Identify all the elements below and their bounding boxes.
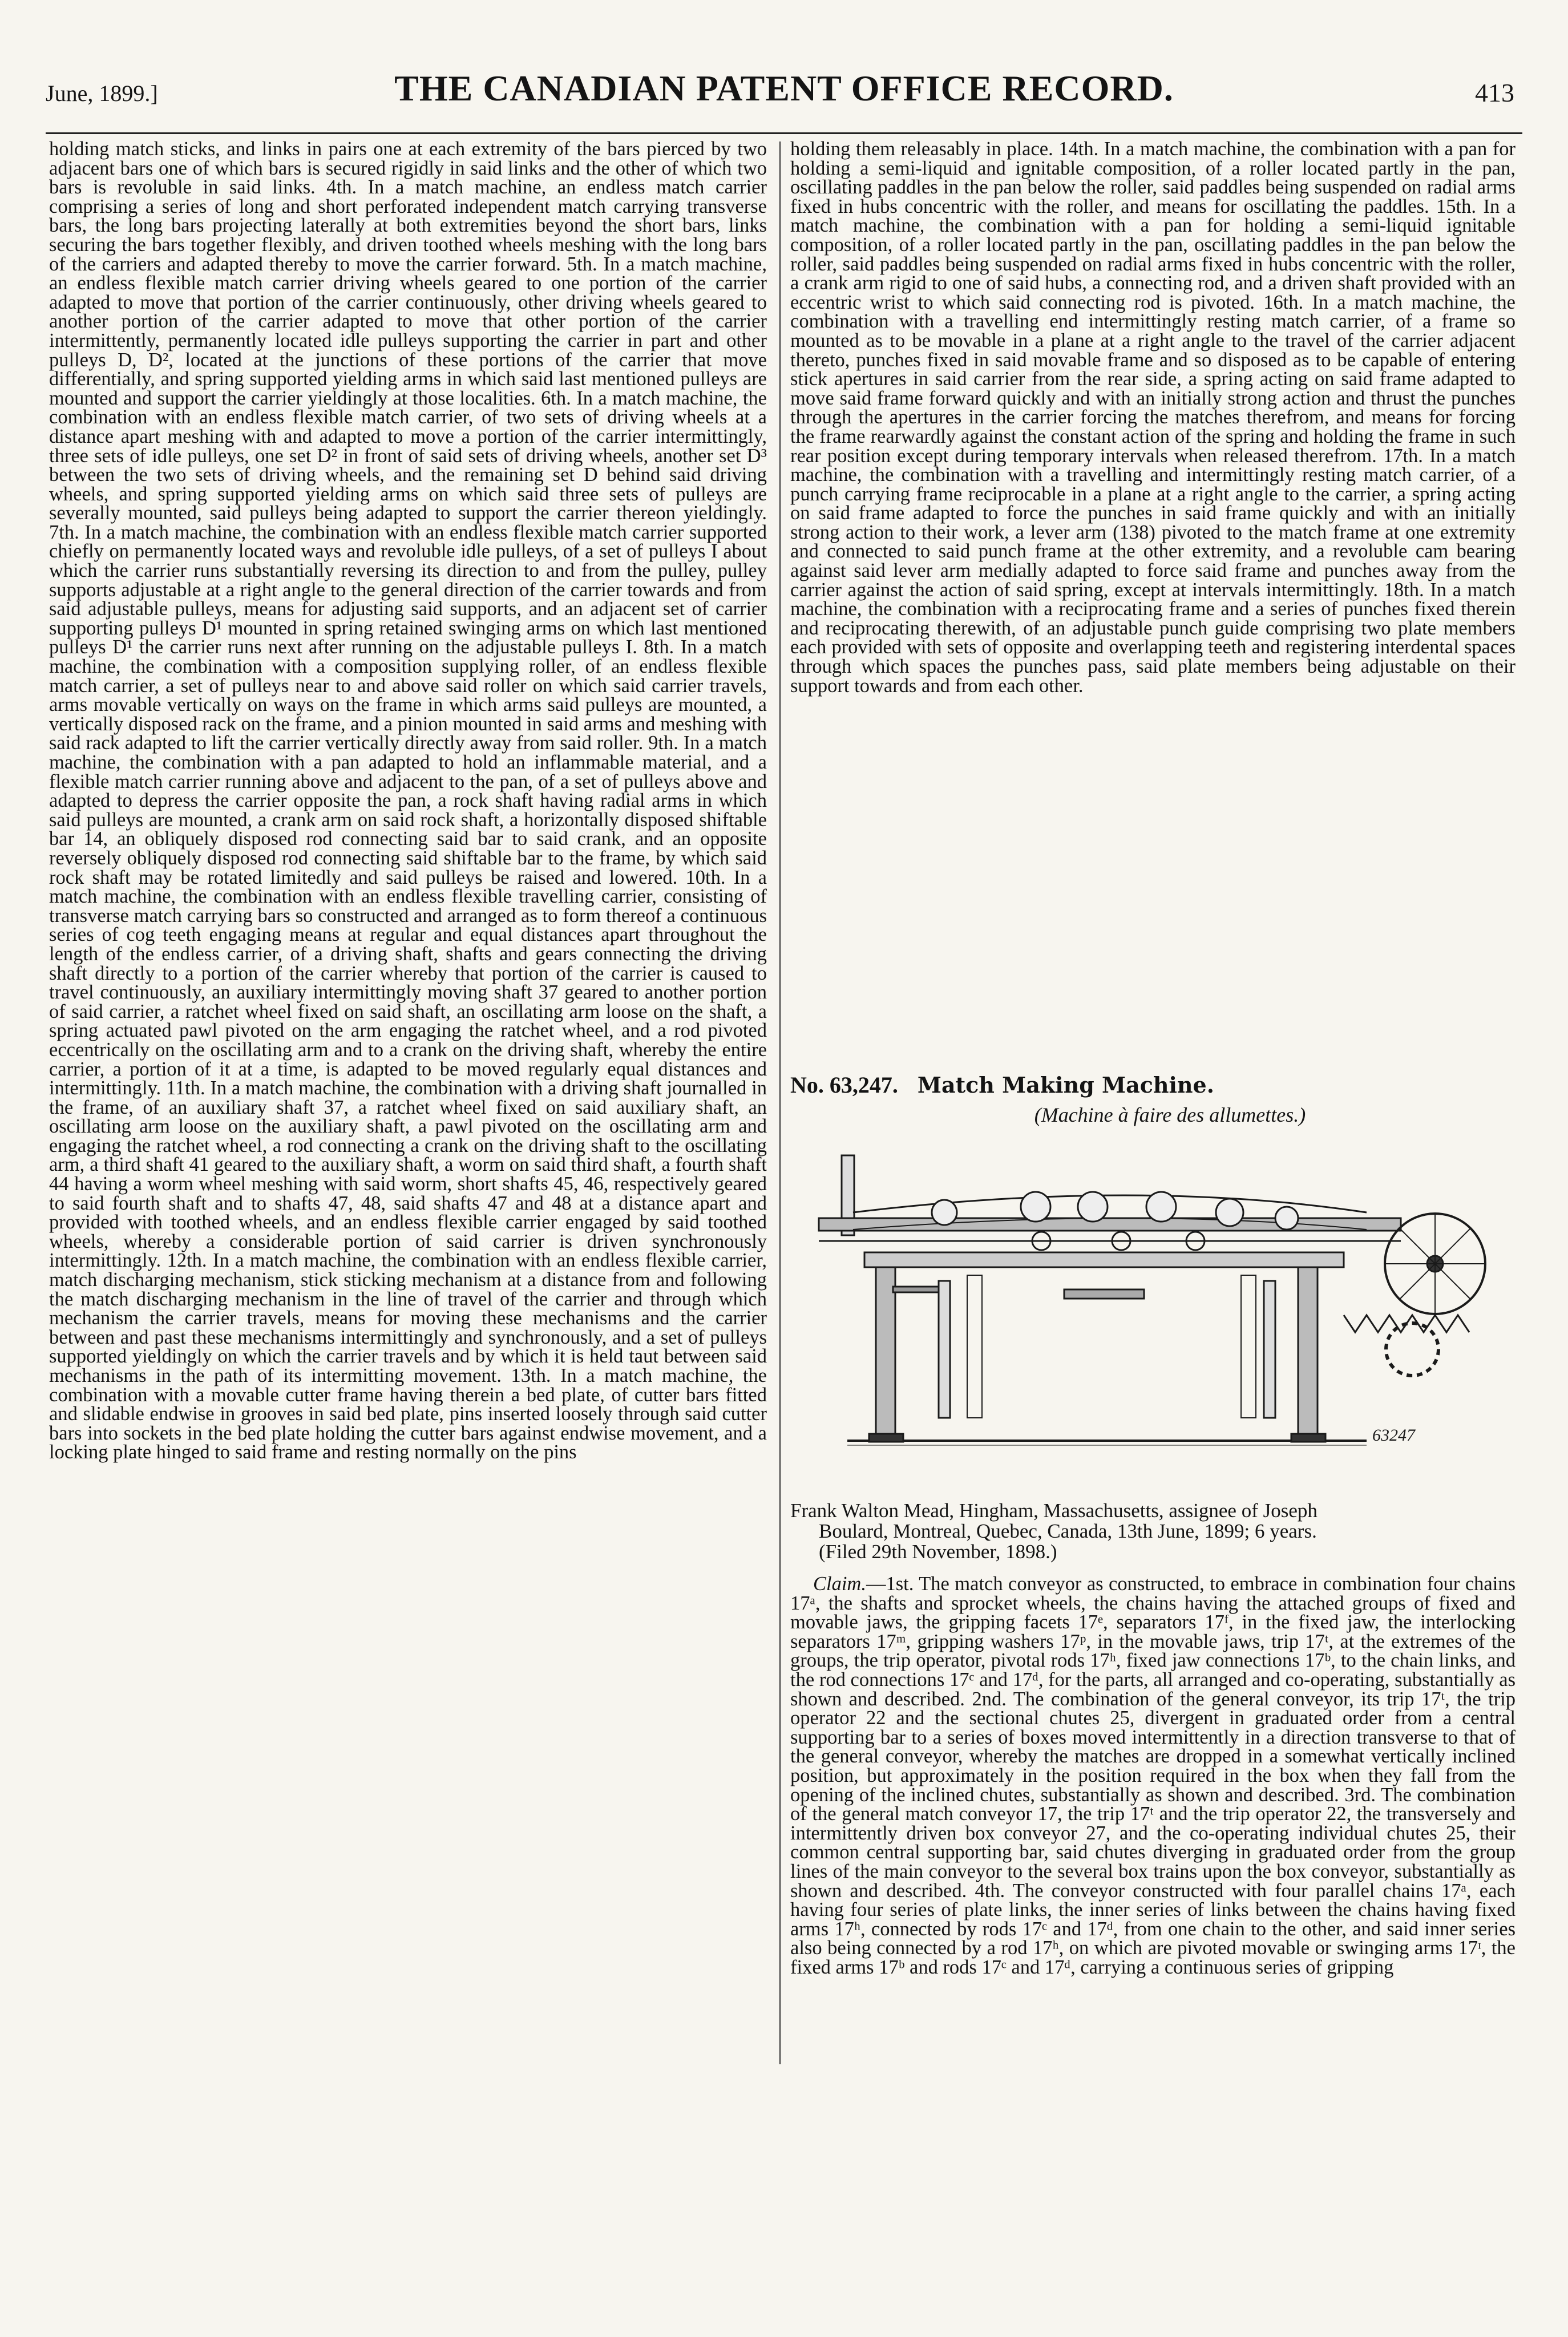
left-column xyxy=(49,140,767,1462)
journal-title: THE CANADIAN PATENT OFFICE RECORD. xyxy=(394,68,1174,108)
page-number: 413 xyxy=(1475,78,1514,107)
figure-number: 63247 xyxy=(1372,1426,1415,1445)
inventor-line-1: Frank Walton Mead, Hingham, Massachusetts, assignee of Joseph xyxy=(790,1499,1318,1522)
inventor-info xyxy=(790,1501,1516,1562)
patent-title: Match Making Machine. xyxy=(917,1072,1214,1098)
issue-date: June, 1899.] xyxy=(46,80,158,106)
patent-subtitle: (Machine à faire des allumettes.) xyxy=(1034,1103,1306,1126)
patent-number: No. 63,247. xyxy=(790,1072,898,1098)
claim-paragraph xyxy=(790,1575,1516,1977)
header-rule xyxy=(46,132,1522,134)
machine-illustration xyxy=(796,1144,1504,1486)
claim-label: Claim. xyxy=(813,1573,866,1595)
inventor-line-2: Boulard, Montreal, Quebec, Canada, 13th June, 1899; 6 years. xyxy=(819,1520,1317,1542)
machine-drawing xyxy=(796,1144,1504,1486)
column-divider xyxy=(779,141,781,2064)
page-header xyxy=(46,67,1522,119)
left-column-text: holding match sticks, and links in pairs one at each extremity of the bars pierced by two adjacent bars one of which bars is secured rigidly in said links and the other of which two bars is revoluble in said links. 4th. In a match machine, an endless match carrier comprising a series of long and short perforated independent match carrying transverse bars, the long bars projecting laterally at both extremities beyond the short bars, links securing the bars together flexibly, and driven toothed wheels meshing with the long bars of the carriers and adapted thereby to move the carrier forward. 5th. In a match machine, an endless flexible match carrier driving wheels geared to one portion of the carrier adapted to move that portion of the carrier continuously, other driving wheels geared to another portion of the carrier adapted to move that other portion of the carrier intermittently, permanently located idle pulleys supporting the carrier in part and other pulleys D, D², located at the junctions of these portions of the carrier that move differentially, and spring supported yielding arms in which said last mentioned pulleys are mounted and support the carrier yieldingly at those localities. 6th. In a match machine, the combination with an endless flexible match carrier, of two sets of driving wheels at a distance apart meshing with and adapted to move a portion of the carrier intermittingly, three sets of idle pulleys, one set D² in front of said sets of driving wheels, another set D³ between the two sets of driving wheels, and the remaining set D behind said driving wheels, and spring supported yielding arms on which said three sets of pulleys are severally mounted, said pulleys being adapted to support the carrier thereon yieldingly. 7th. In a match machine, the combination with an endless flexible match carrier supported chiefly on permanently located ways and revoluble idle pulleys, of a set of pulleys I about which the carrier runs substantially reversing its direction to and from the pulley, pulley supports adjustable at a right angle to the general direction of the carrier towards and from said adjustable pulleys, means for adjusting said supports, and an adjacent set of carrier supporting pulleys D¹ mounted in spring retained swinging arms on which last mentioned pulleys D¹ the carrier runs next after running on the adjustable pulleys I. 8th. In a match machine, the combination with a composition supplying roller, of an endless flexible match carrier, a set of pulleys near to and above said roller on which said carrier travels, arms movable vertically on ways on the frame in which arms said pulleys are mounted, a vertically disposed rack on the frame, and a pinion mounted in said arms and meshing with said rack adapted to lift the carrier vertically directly away from said roller. 9th. In a match machine, the combination with a pan adapted to hold an inflammable material, and a flexible match carrier running above and adjacent to the pan, of a set of pulleys above and adapted to depress the carrier opposite the pan, a rock shaft having radial arms in which said pulleys are mounted, a crank arm on said rock shaft, a horizontally disposed shiftable bar 14, an obliquely disposed rod connecting said bar to said crank, and an opposite reversely obliquely disposed rod connecting said shiftable bar to the frame, by which said rock shaft may be rotated limitedly and said pulleys be raised and lowered. 10th. In a match machine, the combination with an endless flexible travelling carrier, consisting of transverse match carrying bars so constructed and arranged as to form thereof a continuous series of cog teeth engaging means at regular and equal distances apart throughout the length of the endless carrier, of a driving shaft, shafts and gears connecting the driving shaft directly to a portion of the carrier whereby that portion of the carrier is caused to travel continuously, an auxiliary intermittingly moving shaft 37 geared to another portion of said carrier, a ratchet wheel fixed on said shaft, an oscillating arm loose on the shaft, a spring actuated pawl pivoted on the arm engaging the ratchet wheel, and a rod pivoted eccentrically on the oscillating arm and to a crank on the driving shaft, whereby the entire carrier, a portion of it at a time, is adapted to be moved regularly equal distances and intermittingly. 11th. In a match machine, the combination with a driving shaft journalled in the frame, of an auxiliary shaft 37, a ratchet wheel fixed on said auxiliary shaft, an oscillating arm loose on the auxiliary shaft, a pawl pivoted on the oscillating arm and engaging the ratchet wheel, a rod connecting a crank on the driving shaft to the oscillating arm, a third shaft 41 geared to the auxiliary shaft, a worm on said third shaft, a fourth shaft 44 having a worm wheel meshing with said worm, short shafts 45, 46, respectively geared to said fourth shaft and to shafts 47, 48, said shafts 47 and 48 at a distance apart and provided with toothed wheels, and an endless flexible carrier engaged by said toothed wheels, whereby a considerable portion of said carrier is driven synchronously intermittingly. 12th. In a match machine, the combination with an endless flexible carrier, match discharging mechanism, stick sticking mechanism at a distance from and following the match discharging mechanism in the line of travel of the carrier and through which mechanism the carrier travels, means for moving these mechanisms and the carrier between and past these mechanisms intermittingly and synchronously, and a set of pulleys supported yieldingly on which the carrier travels and by which it is held taut between said mechanisms in the path of its intermitting movement. 13th. In a match machine, the combination with a movable cutter frame having therein a bed plate, of cutter bars fitted and slidable endwise in grooves in said bed plate, pins inserted loosely through said cutter bars into sockets in the bed plate holding the cutter bars against endwise movement, and a locking plate hinged to said frame and resting normally on the pins xyxy=(49,138,767,1463)
right-column-top-text: holding them releasably in place. 14th. In a match machine, the combination with a pan for holding a semi-liquid and ignitable composition, of a roller located partly in the pan, oscillating paddles in the pan below the roller, said paddles being suspended on radial arms fixed in hubs concentric with the roller, and means for oscillating the paddles. 15th. In a match machine, the combination with a pan for holding a semi-liquid ignitable composition, of a roller located partly in the pan, oscillating paddles in the pan below the roller, said paddles being suspended on radial arms fixed in hubs concentric with the roller, a crank arm rigid to one of said hubs, a connecting rod, and a driven shaft provided with an eccentric wrist to which said connecting rod is pivoted. 16th. In a match machine, the combination with a travelling end intermittingly resting match carrier, of a frame so mounted as to be movable in a plane at a right angle to the travel of the carrier adjacent thereto, punches fixed in said movable frame and so disposed as to be capable of entering stick apertures in said carrier from the rear side, a spring acting on said frame adapted to move said frame forward quickly and with an initially strong action and thrust the punches through the apertures in the carrier forcing the matches therefrom, and means for forcing the frame rearwardly against the constant action of the spring and holding the frame in such rear position except during temporary intervals when released therefrom. 17th. In a match machine, the combination with a travelling and intermittingly resting match carrier, of a punch carrying frame reciprocable in a plane at a right angle to the carrier, a spring acting on said frame adapted to force the punches in said frame quickly and with an initially strong action to their work, a lever arm (138) pivoted to the match frame at one extremity and connected to said punch frame at the other extremity, and a revoluble cam bearing against said lever arm medially adapted to force said frame and punches away from the carrier against the action of said spring, except at intervals intermittingly. 18th. In a match machine, the combination with a reciprocating frame and a series of punches fixed therein and reciprocating therewith, of an adjustable punch guide comprising two plate members each provided with sets of opposite and overlapping teeth and registering interdental spaces through which spaces the punches pass, said plate members being adjustable on their support towards and from each other. xyxy=(790,138,1516,697)
filing-date: (Filed 29th November, 1898.) xyxy=(819,1541,1057,1563)
claim-section xyxy=(790,1575,1516,1977)
claim-text: —1st. The match conveyor as constructed, to embrace in combination four chains 17ᵃ, the shafts and sprocket wheels, the chains having the attached groups of fixed and movable jaws, the gripping facets 17ᵉ, separators 17ᶠ, in the fixed jaw, the interlocking separators 17ᵐ, gripping washers 17ᵖ, in the movable jaws, trip 17ᵗ, at the extremes of the groups, the trip operator, pivotal rods 17ʰ, fixed jaw connections 17ᵇ, to the chain links, and the rod connections 17ᶜ and 17ᵈ, for the parts, all arranged and co-operating, substantially as shown and described. 2nd. The combination of the general conveyor, its trip 17ᵗ, the trip operator 22 and the sectional chutes 25, divergent in graduated order from a central supporting bar to a series of boxes moved intermittently in a direction transverse to that of the general conveyor, whereby the matches are dropped in a somewhat vertically inclined position, but approximately in the position required in the box when they fall from the opening of the inclined chutes, substantially as shown and described. 3rd. The combination of the general match conveyor 17, the trip 17ᵗ and the trip operator 22, the transversely and intermittently driven box conveyor 27, and the co-operating individual chutes 25, their common central supporting bar, said chutes diverging in graduated order from the group lines of the main conveyor to the several box trains upon the box conveyor, substantially as shown and described. 4th. The conveyor constructed with four parallel chains 17ᵃ, each having four series of plate links, the inner series of links between the chains having fixed arms 17ʰ, connected by rods 17ᶜ and 17ᵈ, from one chain to the other, and said inner series also being connected by a rod 17ʰ, on which are pivoted movable or swinging arms 17ᶦ, the fixed arms 17ᵇ and rods 17ᶜ and 17ᵈ, carrying a continuous series of gripping xyxy=(790,1573,1516,1978)
patent-entry-heading xyxy=(790,1073,1516,1127)
right-column-top xyxy=(790,140,1516,696)
